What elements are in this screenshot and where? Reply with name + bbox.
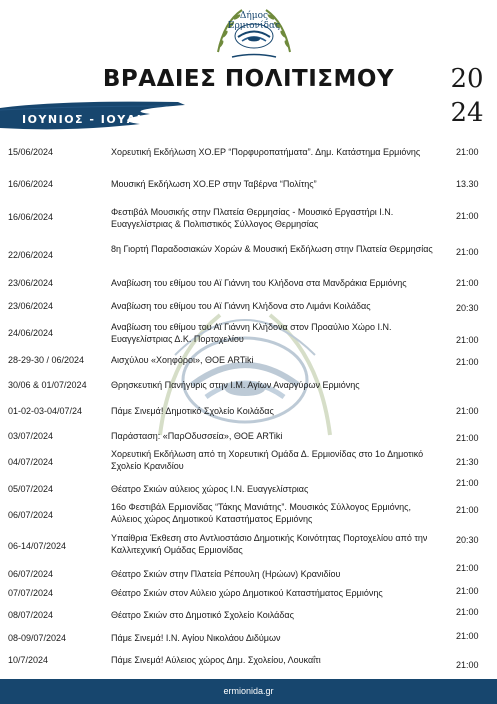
- event-time: 20:30: [456, 535, 479, 545]
- event-date: 28-29-30 / 06/2024: [8, 355, 85, 365]
- event-description: Χορευτική Εκδήλωση από τη Χορευτική Ομάδα Δ. Ερμιονίδας στο 1ο Δημοτικό Σχολείο Κρανιδίου: [111, 449, 424, 471]
- event-date: 04/07/2024: [8, 457, 54, 467]
- event-description: Θέατρο Σκιών αύλειος χώρος Ι.Ν. Ευαγγελίστριας: [111, 484, 309, 494]
- event-time: 21:00: [456, 660, 479, 670]
- event-date: 24/06/2024: [8, 328, 54, 338]
- page-title: ΒΡΑΔΙΕΣ ΠΟΛΙΤΙΣΜΟΥ: [102, 66, 395, 92]
- event-description: Αναβίωση του εθίμου του Αϊ Γιάννη του Κλήδονα στα Μανδράκια Ερμιόνης: [111, 278, 407, 288]
- event-time: 21:00: [456, 563, 479, 573]
- event-description: Παράσταση: «ΠαρΟδυσσεία», ΘΟΕ ARTiki: [111, 431, 283, 441]
- event-description: Χορευτική Εκδήλωση ΧΟ.ΕΡ “Πορφυροπατήματα”. Δημ. Κατάστημα Ερμιόνης: [111, 147, 421, 157]
- event-time: 21:00: [456, 211, 479, 221]
- event-description: Πάμε Σινεμά! Ι.Ν. Αγίου Νικολάου Διδύμων: [111, 633, 281, 643]
- event-description: 8η Γιορτή Παραδοσιακών Χορών & Μουσική Εκδήλωση στην Πλατεία Θερμησίας: [111, 244, 433, 254]
- event-time: 21:00: [456, 278, 479, 288]
- event-time: 21:00: [456, 505, 479, 515]
- event-description: Θέατρο Σκιών στην Πλατεία Ρέπουλη (Ηρώων) Κρανιδίου: [111, 569, 341, 579]
- event-time: 21:30: [456, 457, 479, 467]
- event-time: 21:00: [456, 247, 479, 257]
- event-description: Μουσική Εκδήλωση ΧΟ.ΕΡ στην Ταβέρνα “Πολίτης”: [111, 179, 317, 189]
- event-time: 21:00: [456, 433, 479, 443]
- event-date: 16/06/2024: [8, 212, 54, 222]
- event-date: 23/06/2024: [8, 278, 54, 288]
- event-description: Αναβίωση του εθίμου του Αϊ Γιάννη Κλήδονα στο Λιμάνι Κοιλάδας: [111, 301, 371, 311]
- event-time: 21:00: [456, 335, 479, 345]
- municipality-logo: [204, 2, 304, 64]
- event-description: Φεστιβάλ Μουσικής στην Πλατεία Θερμησίας - Μουσικό Εργαστήρι Ι.Ν. Ευαγγελίστριας & Πολιτιστικός Σύλλογος Θερμησίας: [111, 207, 394, 229]
- event-time: 21:00: [456, 406, 479, 416]
- event-description: Υπαίθρια Έκθεση στο Αντλιοστάσιο Δημοτικής Κοινότητας Πορτοχελίου από την Καλλιτεχνική Ομάδας Ερμιονίδας: [111, 533, 428, 555]
- event-date: 06-14/07/2024: [8, 541, 67, 551]
- event-description: Αισχύλου «Χοηφόροι», ΘΟΕ ARTiki: [111, 355, 254, 365]
- months-label: ΙΟΥΝΙΟΣ - ΙΟΥΛΙΟΣ: [22, 113, 163, 126]
- logo-text: Δήμος Ερμιονίδας: [227, 11, 281, 31]
- event-time: 13.30: [456, 179, 479, 189]
- event-date: 22/06/2024: [8, 250, 54, 260]
- event-time: 20:30: [456, 303, 479, 313]
- event-time: 21:00: [456, 631, 479, 641]
- event-date: 15/06/2024: [8, 147, 54, 157]
- event-date: 06/07/2024: [8, 569, 54, 579]
- event-time: 21:00: [456, 586, 479, 596]
- event-time: 21:00: [456, 478, 479, 488]
- event-description: Θέατρο Σκιών στο Δημοτικό Σχολείο Κοιλάδας: [111, 610, 294, 620]
- event-description: 16ο Φεστιβάλ Ερμιονίδας “Τάκης Μανιάτης”. Μουσικός Σύλλογος Ερμιόνης, Αύλειος χώρος Δημοτικού Καταστήματος Ερμιόνης: [111, 502, 411, 524]
- event-description: Πάμε Σινεμά! Δημοτικό Σχολείο Κοιλάδας: [111, 406, 274, 416]
- event-date: 23/06/2024: [8, 301, 54, 311]
- event-date: 16/06/2024: [8, 179, 54, 189]
- year-top: 20: [450, 64, 484, 94]
- event-description: Θρησκευτική Πανήγυρις στην Ι.Μ. Αγίων Αναργύρων Ερμιόνης: [111, 380, 360, 390]
- event-date: 03/07/2024: [8, 431, 54, 441]
- event-date: 08/07/2024: [8, 610, 54, 620]
- event-date: 07/07/2024: [8, 588, 54, 598]
- event-date: 10/7/2024: [8, 655, 49, 665]
- year-bottom: 24: [450, 98, 484, 128]
- footer-website-link[interactable]: ermionida.gr: [223, 686, 274, 696]
- footer-bar: [0, 679, 497, 704]
- event-time: 21:00: [456, 147, 479, 157]
- event-date: 08-09/07/2024: [8, 633, 67, 643]
- event-date: 01-02-03-04/07/24: [8, 406, 83, 416]
- event-date: 05/07/2024: [8, 484, 54, 494]
- event-date: 30/06 & 01/07/2024: [8, 380, 87, 390]
- event-date: 06/07/2024: [8, 510, 54, 520]
- event-description: Αναβίωση του εθίμου του Αϊ Γιάννη Κλήδονα στον Προαύλιο Χώρο Ι.Ν. Ευαγγελίστριας Δ.Κ. Πορτοχελίου: [111, 322, 392, 344]
- event-description: Θέατρο Σκιών στον Αύλειο χώρο Δημοτικού Καταστήματος Ερμιόνης: [111, 588, 383, 598]
- event-time: 21:00: [456, 607, 479, 617]
- event-description: Πάμε Σινεμά! Αύλειος χώρος Δημ. Σχολείου, Λουκαΐτι: [111, 655, 321, 665]
- event-time: 21:00: [456, 357, 479, 367]
